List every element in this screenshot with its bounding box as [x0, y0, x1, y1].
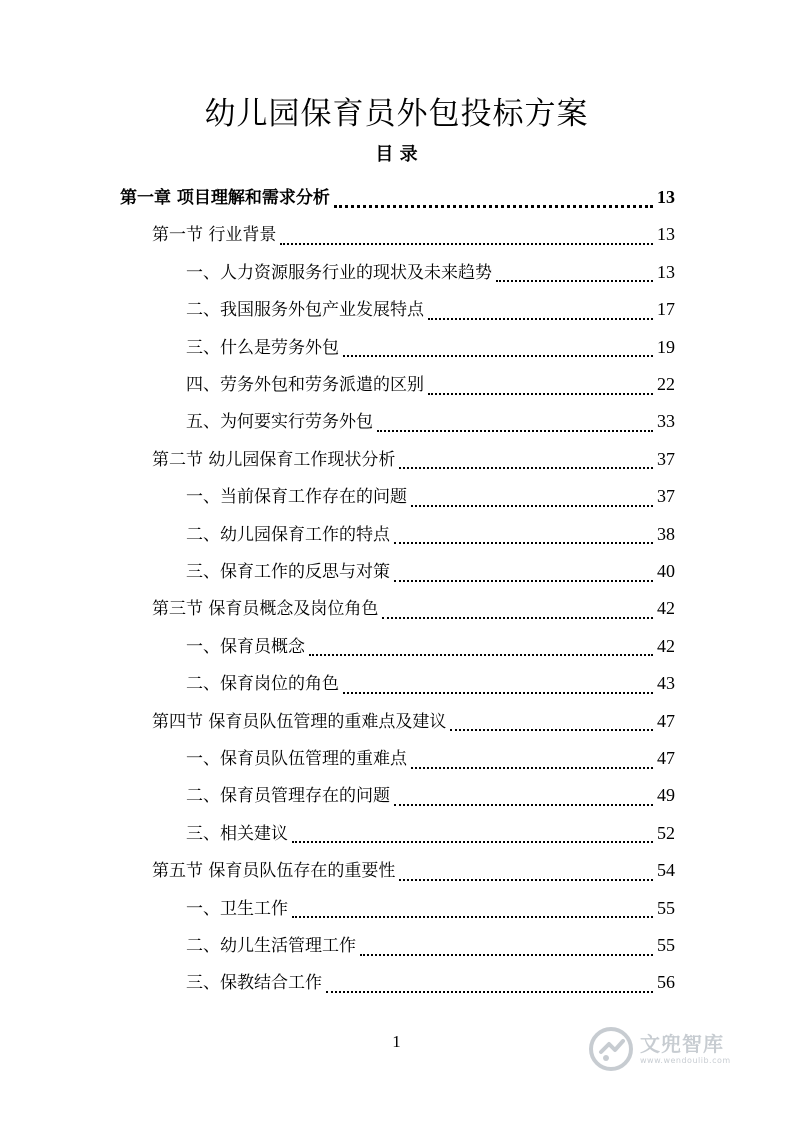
- toc-dot-leader: [292, 841, 653, 843]
- toc-dot-leader: [360, 954, 653, 956]
- toc-dot-leader: [334, 205, 653, 208]
- toc-dot-leader: [428, 318, 653, 320]
- watermark: [588, 1018, 778, 1080]
- toc-entry-label: 三、什么是劳务外包: [186, 337, 339, 358]
- watermark-logo-icon: [588, 1026, 634, 1072]
- toc-entry[interactable]: [186, 777, 675, 814]
- toc-entry-label: 二、幼儿园保育工作的特点: [186, 524, 390, 545]
- toc-dot-leader: [377, 430, 653, 432]
- toc-entry-page: 54: [657, 860, 675, 881]
- toc-entry-label: 二、幼儿生活管理工作: [186, 936, 356, 956]
- toc-dot-leader: [343, 355, 653, 357]
- toc-dot-leader: [394, 804, 653, 806]
- toc-dot-leader: [343, 692, 653, 694]
- toc-entry[interactable]: [186, 964, 675, 1001]
- toc-entry[interactable]: [186, 740, 675, 777]
- toc-entry-page: 40: [657, 561, 675, 581]
- toc-entry-label: 第一节 行业背景: [152, 225, 277, 246]
- toc-heading: 目 录: [375, 144, 418, 165]
- toc-dot-leader: [292, 916, 653, 918]
- toc-entry[interactable]: [152, 852, 675, 889]
- toc-dot-leader: [280, 243, 653, 245]
- toc-dot-leader: [496, 280, 653, 282]
- toc-entry-page: 55: [657, 935, 675, 955]
- toc-entry-label: 第四节 保育员队伍管理的重难点及建议: [152, 711, 447, 732]
- toc-entry-label: 一、保育员队伍管理的重难点: [186, 749, 407, 769]
- toc-dot-leader: [326, 991, 653, 993]
- toc-entry-page: 49: [657, 785, 675, 806]
- toc-entry[interactable]: [152, 216, 675, 253]
- toc-entry-page: 55: [657, 897, 675, 918]
- toc-entry-page: 37: [657, 486, 675, 507]
- toc-entry-page: 42: [657, 635, 675, 656]
- toc-entry-page: 38: [657, 523, 675, 544]
- document-title: 幼儿园保育员外包投标方案: [204, 96, 589, 132]
- toc-dot-leader: [394, 542, 653, 544]
- toc-dot-leader: [428, 393, 653, 395]
- toc-entry[interactable]: [186, 927, 675, 964]
- toc-entry-page: 17: [657, 299, 675, 320]
- watermark-url: www.wendoulib.com: [640, 1056, 731, 1065]
- toc-dot-leader: [399, 879, 653, 881]
- toc-entry-page: 13: [657, 187, 675, 207]
- toc-entry[interactable]: [186, 628, 675, 665]
- toc-entry[interactable]: [186, 291, 675, 328]
- toc-dot-leader: [411, 505, 653, 507]
- toc-entry-label: 三、保教结合工作: [186, 973, 322, 994]
- toc-entry[interactable]: [152, 441, 675, 478]
- toc-entry-label: 第二节 幼儿园保育工作现状分析: [152, 449, 396, 470]
- toc-dot-leader: [309, 654, 653, 656]
- toc-entry-label: 三、保育工作的反思与对策: [186, 562, 390, 582]
- toc-entry[interactable]: [186, 403, 675, 440]
- toc-entry-label: 三、相关建议: [186, 823, 288, 844]
- toc-entry-label: 一、卫生工作: [186, 898, 288, 919]
- watermark-name: 文兜智库: [640, 1032, 724, 1056]
- toc-entry-label: 二、保育员管理存在的问题: [186, 786, 390, 807]
- toc-entry-page: 19: [657, 336, 675, 357]
- toc-entry-page: 42: [657, 598, 675, 619]
- toc-entry-page: 52: [657, 822, 675, 843]
- toc-entry[interactable]: [186, 553, 675, 590]
- toc-entry[interactable]: [152, 703, 675, 740]
- toc-entry[interactable]: [186, 478, 675, 515]
- toc-entry[interactable]: [186, 329, 675, 366]
- toc-entry-page: 13: [657, 261, 675, 282]
- toc-entry-label: 一、当前保育工作存在的问题: [186, 487, 407, 508]
- toc-entry-page: 47: [657, 748, 675, 768]
- toc-entry-label: 二、保育岗位的角色: [186, 674, 339, 695]
- toc-entry-label: 五、为何要实行劳务外包: [186, 412, 373, 433]
- toc-dot-leader: [394, 580, 653, 582]
- toc-entry-page: 56: [657, 972, 675, 993]
- toc-dot-leader: [411, 767, 653, 769]
- toc-dot-leader: [450, 729, 653, 731]
- toc-entry-label: 一、人力资源服务行业的现状及未来趋势: [186, 262, 492, 283]
- toc-entry[interactable]: [186, 366, 675, 403]
- toc-entry-page: 37: [657, 448, 675, 469]
- toc-entry[interactable]: [152, 590, 675, 627]
- toc-dot-leader: [382, 617, 653, 619]
- toc-entry[interactable]: [186, 890, 675, 927]
- toc-entry[interactable]: [186, 815, 675, 852]
- toc-entry-page: 47: [657, 710, 675, 731]
- toc-entry[interactable]: [186, 665, 675, 702]
- toc-entry-label: 第三节 保育员概念及岗位角色: [152, 599, 379, 620]
- toc-entry[interactable]: [120, 179, 675, 216]
- page-number: 1: [392, 1032, 401, 1051]
- toc-entry-label: 第五节 保育员队伍存在的重要性: [152, 861, 396, 882]
- toc-entry-label: 第一章 项目理解和需求分析: [120, 188, 330, 208]
- toc-entry-label: 四、劳务外包和劳务派遣的区别: [186, 375, 424, 395]
- toc-entry-page: 33: [657, 411, 675, 432]
- toc-entry[interactable]: [186, 516, 675, 553]
- toc-entry-label: 二、我国服务外包产业发展特点: [186, 300, 424, 321]
- toc-entry-label: 一、保育员概念: [186, 636, 305, 657]
- toc-entry-page: 43: [657, 673, 675, 694]
- toc-entry-page: 22: [657, 374, 675, 394]
- toc-entry-page: 13: [657, 224, 675, 245]
- toc-entry[interactable]: [186, 254, 675, 291]
- toc-dot-leader: [399, 467, 653, 469]
